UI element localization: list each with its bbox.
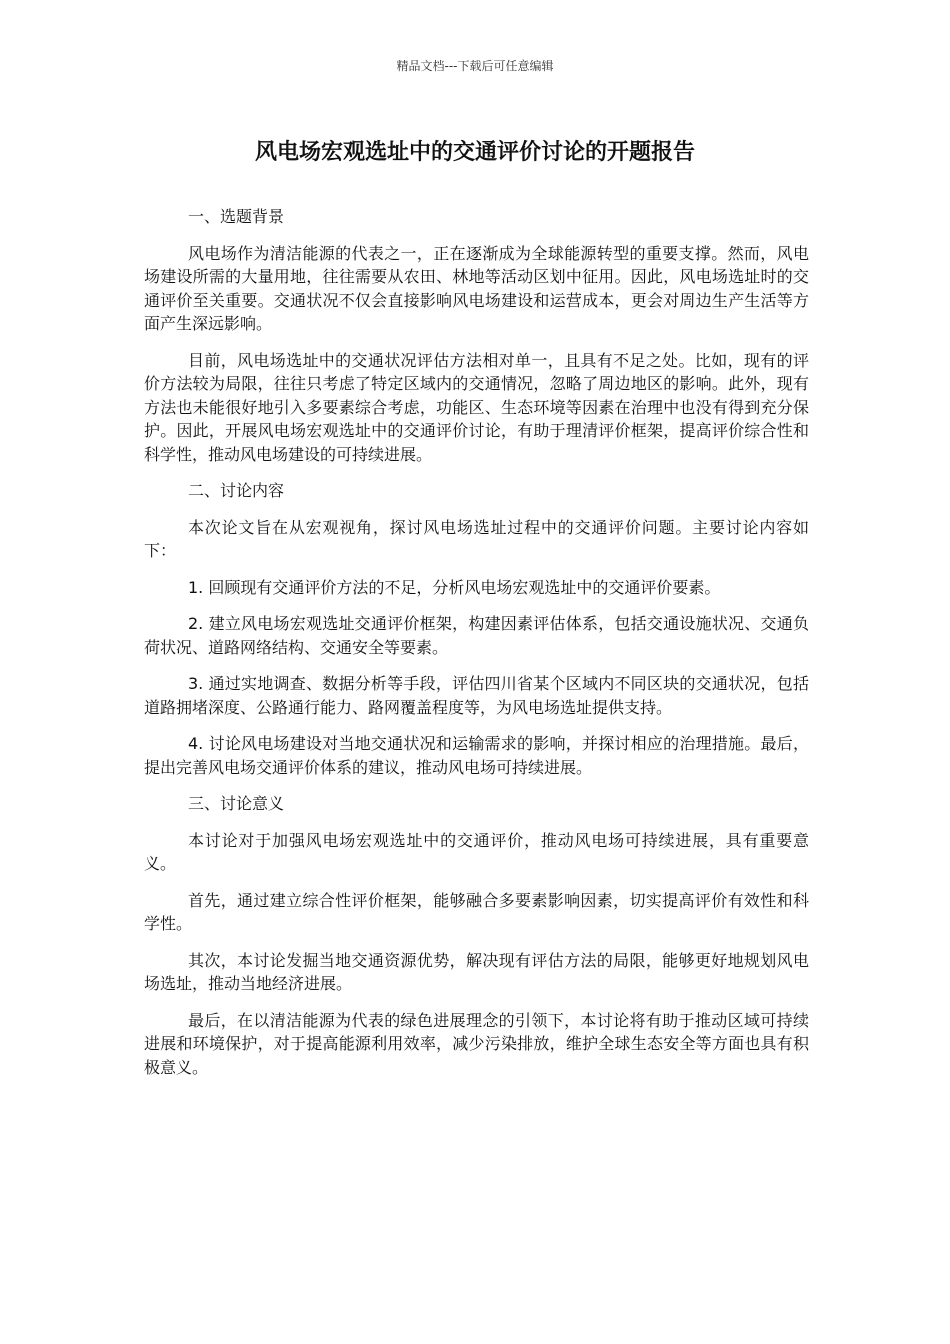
header-note: 精品文档---下载后可任意编辑 bbox=[396, 59, 554, 73]
paragraph: 其次，本讨论发掘当地交通资源优势，解决现有评估方法的局限，能够更好地规划风电场选址，推动当地经济进展。 bbox=[144, 950, 809, 993]
paragraph: 本次论文旨在从宏观视角，探讨风电场选址过程中的交通评价问题。主要讨论内容如下： bbox=[144, 517, 809, 560]
section-heading-significance: 三、讨论意义 bbox=[188, 794, 285, 813]
document-title: 风电场宏观选址中的交通评价讨论的开题报告 bbox=[254, 140, 695, 165]
section-heading-content: 二、讨论内容 bbox=[188, 481, 285, 500]
paragraph: 目前，风电场选址中的交通状况评估方法相对单一，且具有不足之处。比如，现有的评价方法较为局限，往往只考虑了特定区域内的交通情况，忽略了周边地区的影响。此外，现有方法也未能很好地引入多要素综合考虑，功能区、生态环境等因素在治理中也没有得到充分保护。因此，开展风电场宏观选址中的交通评价讨论，有助于理清评价框架，提高评价综合性和科学性，推动风电场建设的可持续进展。 bbox=[144, 350, 809, 464]
list-item-4: 4. 讨论风电场建设对当地交通状况和运输需求的影响，并探讨相应的治理措施。最后，提出完善风电场交通评价体系的建议，推动风电场可持续进展。 bbox=[144, 734, 809, 777]
paragraph: 风电场作为清洁能源的代表之一，正在逐渐成为全球能源转型的重要支撑。然而，风电场建设所需的大量用地，往往需要从农田、林地等活动区划中征用。因此，风电场选址时的交通评价至关重要。交通状况不仅会直接影响风电场建设和运营成本，更会对周边生产生活等方面产生深远影响。 bbox=[144, 243, 809, 333]
paragraph: 最后，在以清洁能源为代表的绿色进展理念的引领下，本讨论将有助于推动区域可持续进展和环境保护，对于提高能源利用效率，减少污染排放，维护全球生态安全等方面也具有积极意义。 bbox=[144, 1010, 809, 1077]
list-item-1: 1. 回顾现有交通评价方法的不足，分析风电场宏观选址中的交通评价要素。 bbox=[188, 577, 721, 597]
paragraph: 首先，通过建立综合性评价框架，能够融合多要素影响因素，切实提高评价有效性和科学性。 bbox=[144, 890, 809, 933]
list-item-2: 2. 建立风电场宏观选址交通评价框架，构建因素评估体系，包括交通设施状况、交通负荷状况、道路网络结构、交通安全等要素。 bbox=[144, 614, 809, 657]
list-item-3: 3. 通过实地调查、数据分析等手段，评估四川省某个区域内不同区块的交通状况，包括道路拥堵深度、公路通行能力、路网覆盖程度等，为风电场选址提供支持。 bbox=[144, 674, 809, 717]
section-heading-background: 一、选题背景 bbox=[188, 207, 285, 226]
paragraph: 本讨论对于加强风电场宏观选址中的交通评价，推动风电场可持续进展，具有重要意义。 bbox=[144, 830, 809, 873]
document-body bbox=[144, 205, 809, 1092]
